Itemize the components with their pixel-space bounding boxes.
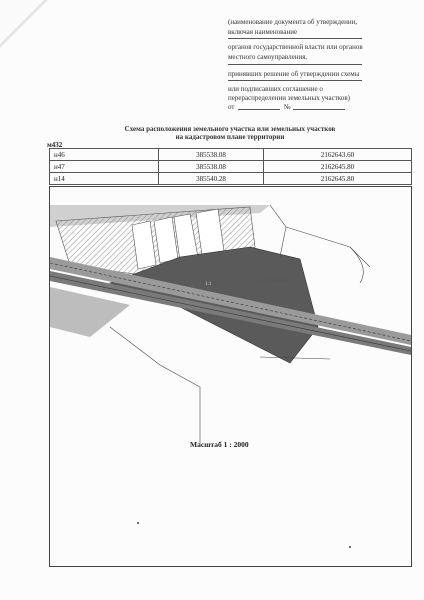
table-row [50,161,412,173]
header-line-3: органов государственной власти или органов [228,43,363,51]
map-scale: Масштаб 1 : 2000 [190,440,249,449]
number-blank [293,109,345,110]
coordinates-table [49,148,412,185]
header-rule-2 [228,64,362,65]
header-line-2: включая наименование [228,28,298,36]
parcel-label: 1:1 [205,282,212,287]
coord-x: 385538.08 [159,149,264,161]
point-name: н47 [50,161,159,173]
header-line-5: принявших решение об утверждении схемы [228,70,360,78]
coord-y: 2162643.60 [264,149,412,161]
table-row [50,149,412,161]
cadastral-block-label: 51:01:0150033 [258,279,289,284]
header-rule-3 [228,80,362,81]
table-row [50,173,412,185]
point-marker-label: м432 [47,141,63,149]
folded-corner-inner [0,0,44,44]
cadastral-map [50,187,411,566]
header-line-6: или подписавших соглашение о [228,85,323,93]
header-line-7: перераспределении земельных участков) [228,94,350,102]
header-line-1: (наименование документа об утверждении, [228,18,358,26]
date-blank [238,109,280,110]
coord-y: 2162645.80 [264,173,412,185]
point-name: н46 [50,149,159,161]
date-prefix: от [228,103,235,111]
scheme-title-line-1: Схема расположения земельного участка или земельных участков [124,125,336,133]
coord-x: 385540.28 [159,173,264,185]
header-rule-1 [228,38,362,39]
header-line-4: местного самоуправления, [228,53,308,61]
number-prefix: № [284,103,291,111]
coord-y: 2162645.80 [264,161,412,173]
coord-x: 385538.08 [159,161,264,173]
scheme-title-line-2: на кадастровом плане территории [175,133,285,141]
point-name: н14 [50,173,159,185]
